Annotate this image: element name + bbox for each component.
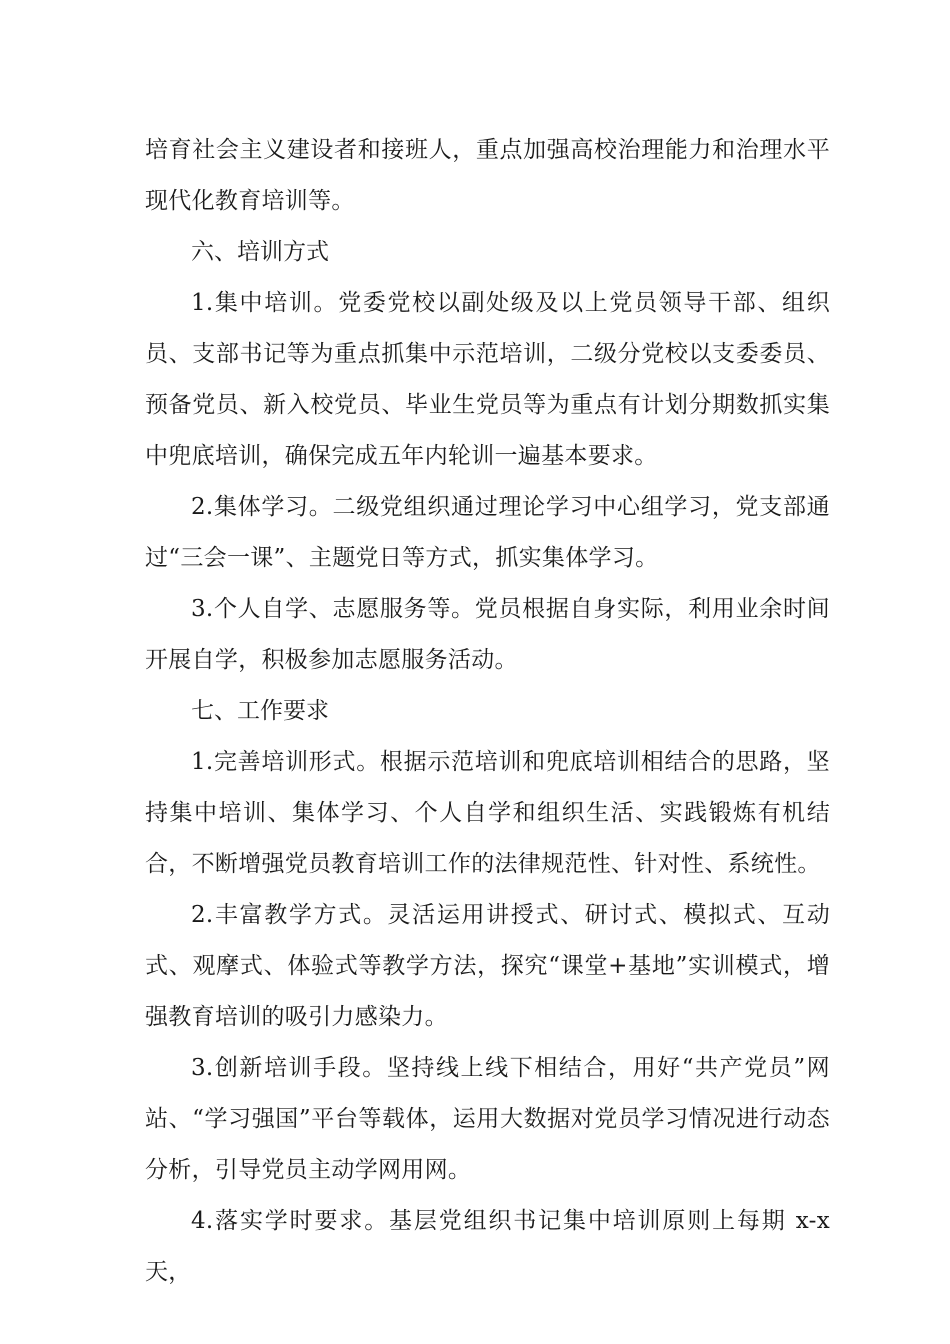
paragraph-collective-study: 2.集体学习。二级党组织通过理论学习中心组学习，党支部通过“三会一课”、主题党日等方式，抓实集体学习。 xyxy=(145,494,830,571)
paragraph-training-forms: 1.完善培训形式。根据示范培训和兜底培训相结合的思路，坚持集中培训、集体学习、个人自学和组织生活、实践锻炼有机结合，不断增强党员教育培训工作的法律规范性、针对性、系统性。 xyxy=(145,749,830,877)
section-heading-work-requirements: 七、工作要求 xyxy=(191,698,329,724)
section-heading-training-methods: 六、培训方式 xyxy=(191,239,329,265)
paragraph-teaching-methods: 2.丰富教学方式。灵活运用讲授式、研讨式、模拟式、互动式、观摩式、体验式等教学方法，探究“课堂+基地”实训模式，增强教育培训的吸引力感染力。 xyxy=(145,902,830,1030)
paragraph-centralized-training: 1.集中培训。党委党校以副处级及以上党员领导干部、组织员、支部书记等为重点抓集中示范培训，二级分党校以支委委员、预备党员、新入校党员、毕业生党员等为重点有计划分期数抓实集中兜底培训，确保完成五年内轮训一遍基本要求。 xyxy=(145,290,830,469)
paragraph-self-study: 3.个人自学、志愿服务等。党员根据自身实际，利用业余时间开展自学，积极参加志愿服务活动。 xyxy=(145,596,830,673)
document-body xyxy=(145,125,830,1298)
paragraph-continuation: 培育社会主义建设者和接班人，重点加强高校治理能力和治理水平现代化教育培训等。 xyxy=(145,137,830,214)
paragraph-study-hours: 4.落实学时要求。基层党组织书记集中培训原则上每期 x-x 天， xyxy=(145,1208,830,1285)
paragraph-training-means: 3.创新培训手段。坚持线上线下相结合，用好“共产党员”网站、“学习强国”平台等载体，运用大数据对党员学习情况进行动态分析，引导党员主动学网用网。 xyxy=(145,1055,830,1183)
